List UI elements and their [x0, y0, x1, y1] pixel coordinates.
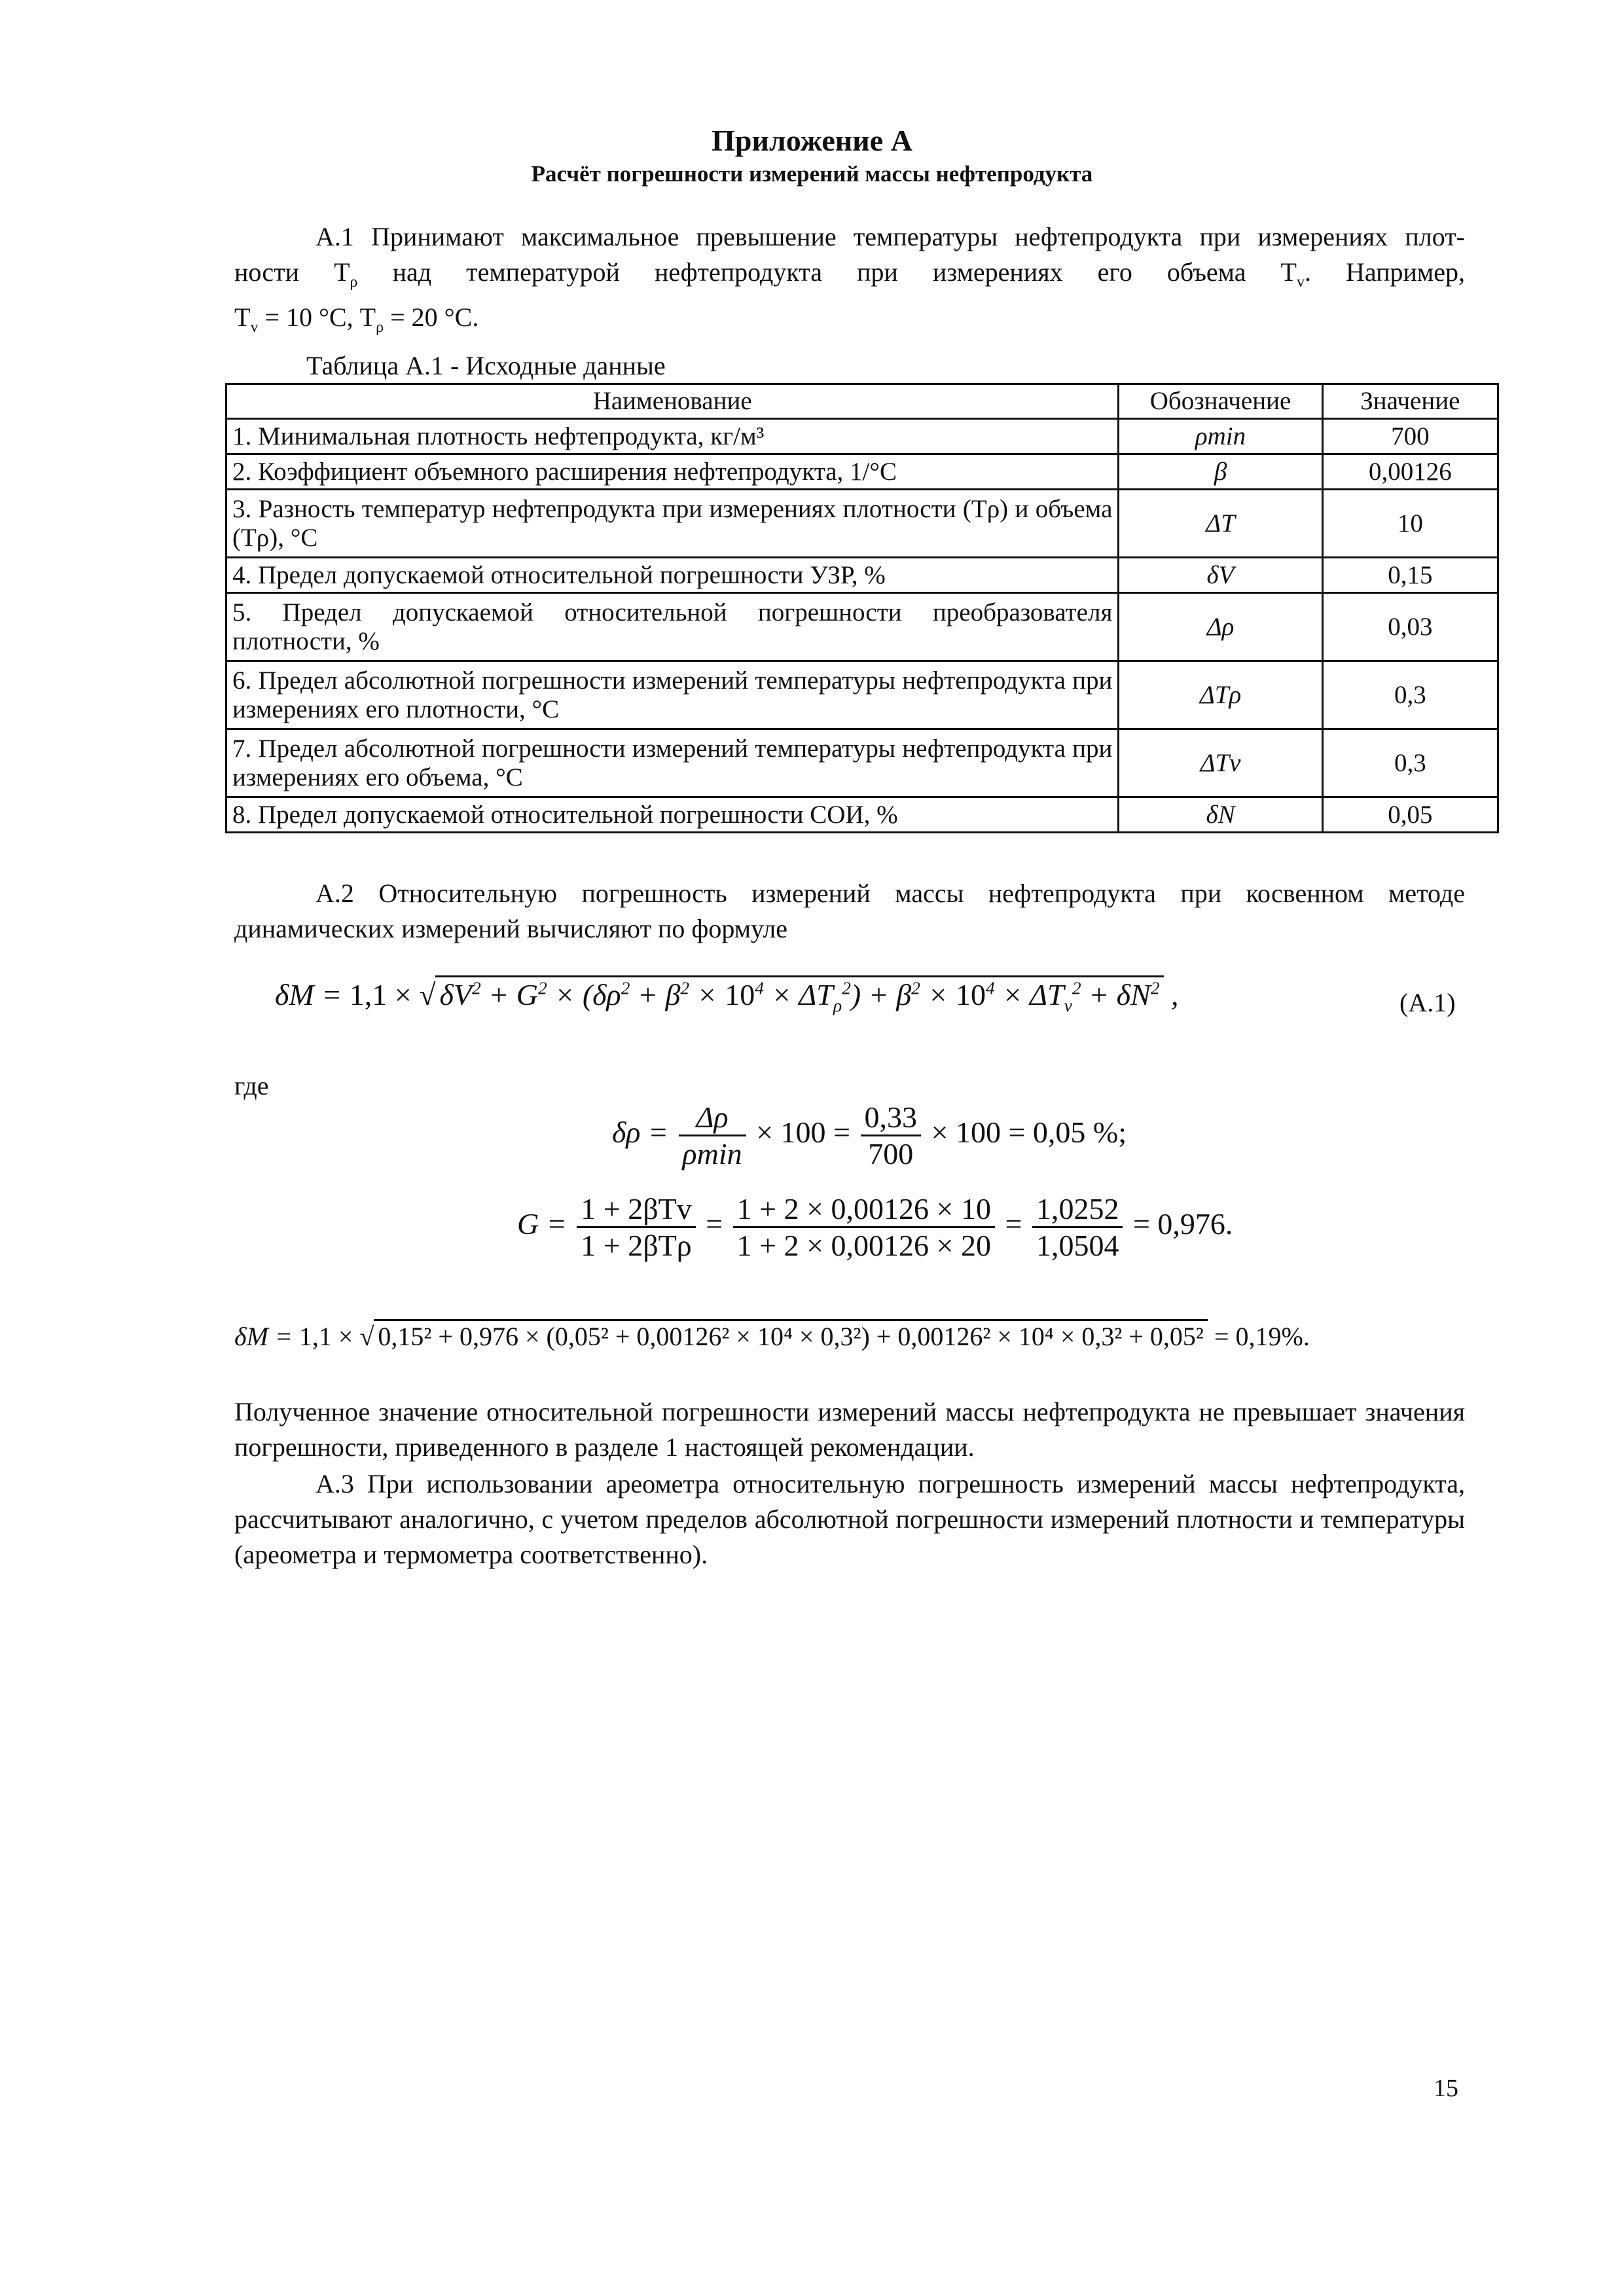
paragraph-conclusion: Полученное значение относительной погрешности измерений массы нефтепродукта не превышает значения погрешности, приведенного в разделе 1 настоящей рекомендации.: [234, 1397, 1465, 1462]
row-name: 1. Минимальная плотность нефтепродукта, кг/м³: [226, 419, 1119, 454]
row-name: 6. Предел абсолютной погрешности измерений температуры нефтепродукта при измерениях его плотности, °С: [226, 661, 1119, 729]
table-row: [226, 729, 1498, 797]
row-symbol: ΔTv: [1119, 729, 1322, 797]
source-data-table: [225, 383, 1499, 833]
row-symbol: δV: [1119, 558, 1322, 593]
row-symbol: ρmin: [1119, 419, 1322, 454]
a1-line3: $T_v = 10$ °С, $T_\rho = 20$ °С.: [234, 302, 479, 336]
table-row: [226, 454, 1498, 490]
formula-number: (А.1): [1399, 988, 1456, 1017]
row-symbol: Δρ: [1119, 593, 1322, 661]
appendix-subtitle: Расчёт погрешности измерений массы нефтепродукта: [531, 161, 1093, 187]
table-caption: Таблица А.1 - Исходные данные: [306, 351, 666, 380]
paragraph-a2: А.2 Относительную погрешность измерений массы нефтепродукта при косвенном методе динамических измерений вычисляют по формуле: [234, 879, 1465, 943]
formula-dm-calc: δM = 1,1 × √ 0,15² + 0,976 × (0,05² + 0,00126² × 10⁴ × 0,3²) + 0,00126² × 10⁴ × 0,3² + 0,05² = 0,19%.: [234, 1319, 1310, 1352]
table-header-row: [226, 384, 1498, 419]
page-number: 15: [1434, 2075, 1458, 2102]
row-name: 8. Предел допускаемой относительной погрешности СОИ, %: [226, 797, 1119, 833]
table-row: [226, 593, 1498, 661]
row-name: 3. Разность температур нефтепродукта при измерениях плотности (Tρ) и объема (Tρ), °С: [226, 490, 1119, 558]
header-name: Наименование: [226, 384, 1119, 419]
appendix-title: Приложение А: [712, 124, 912, 157]
formula-a1: δM = 1,1 × √ $\delta V^2 + G^2 \times (\delta\rho^2 + \beta^2 \times 10^4 \times \Delta T_\rho^2) + \beta^2 \times 10^4 \times \Delta T_v^2 + \delta N^2$ ,: [275, 975, 1179, 1016]
formula-delta-rho: δρ = $\frac{\Delta\rho}{\rho\min}$ × 100 = $\frac{0,33}{700}$ × 100 = 0,05 %;: [612, 1100, 1127, 1170]
row-value: 0,00126: [1322, 454, 1498, 490]
paragraph-a3: А.3 При использовании ареометра относительную погрешность измерений массы нефтепродукта, рассчитывают аналогично, с учетом пределов абсолютной погрешности измерений плотности и температуры (ареометра и термометра соответственно).: [234, 1469, 1465, 1569]
a1-line2: ности $T_\rho$ над температурой нефтепродукта при измерениях его объема $T_v$. Например,: [234, 257, 1465, 291]
row-name: 5. Предел допускаемой относительной погрешности преобразователя плотности, %: [226, 593, 1119, 661]
formula-g: G = $\frac{\text{1 + 2βTv}}{\text{1 + 2βTρ}}$ = $\frac{1 + 2 \times 0,00126 \times 10}{1 + 2 \times 0,00126 \times 20}$ = $\frac{1,0252}{1,0504}$ = 0,976.: [517, 1192, 1233, 1262]
header-value: Значение: [1322, 384, 1498, 419]
table-row: [226, 419, 1498, 454]
row-symbol: β: [1119, 454, 1322, 490]
row-value: 0,05: [1322, 797, 1498, 833]
row-symbol: ΔT: [1119, 490, 1322, 558]
row-value: 0,15: [1322, 558, 1498, 593]
row-value: 10: [1322, 490, 1498, 558]
row-value: 0,3: [1322, 729, 1498, 797]
table-row: [226, 797, 1498, 833]
a1-line1: А.1 Принимают максимальное превышение температуры нефтепродукта при измерениях плот-: [316, 222, 1465, 251]
row-value: 700: [1322, 419, 1498, 454]
paragraph-a1: [234, 219, 1465, 345]
row-symbol: δN: [1119, 797, 1322, 833]
row-name: 2. Коэффициент объемного расширения нефтепродукта, 1/°С: [226, 454, 1119, 490]
table-row: [226, 558, 1498, 593]
row-symbol: ΔTρ: [1119, 661, 1322, 729]
where-label: где: [234, 1071, 269, 1100]
table-row: [226, 490, 1498, 558]
header-symbol: Обозначение: [1119, 384, 1322, 419]
row-value: 0,03: [1322, 593, 1498, 661]
row-value: 0,3: [1322, 661, 1498, 729]
table-row: [226, 661, 1498, 729]
row-name: 4. Предел допускаемой относительной погрешности УЗР, %: [226, 558, 1119, 593]
row-name: 7. Предел абсолютной погрешности измерений температуры нефтепродукта при измерениях его объема, °С: [226, 729, 1119, 797]
